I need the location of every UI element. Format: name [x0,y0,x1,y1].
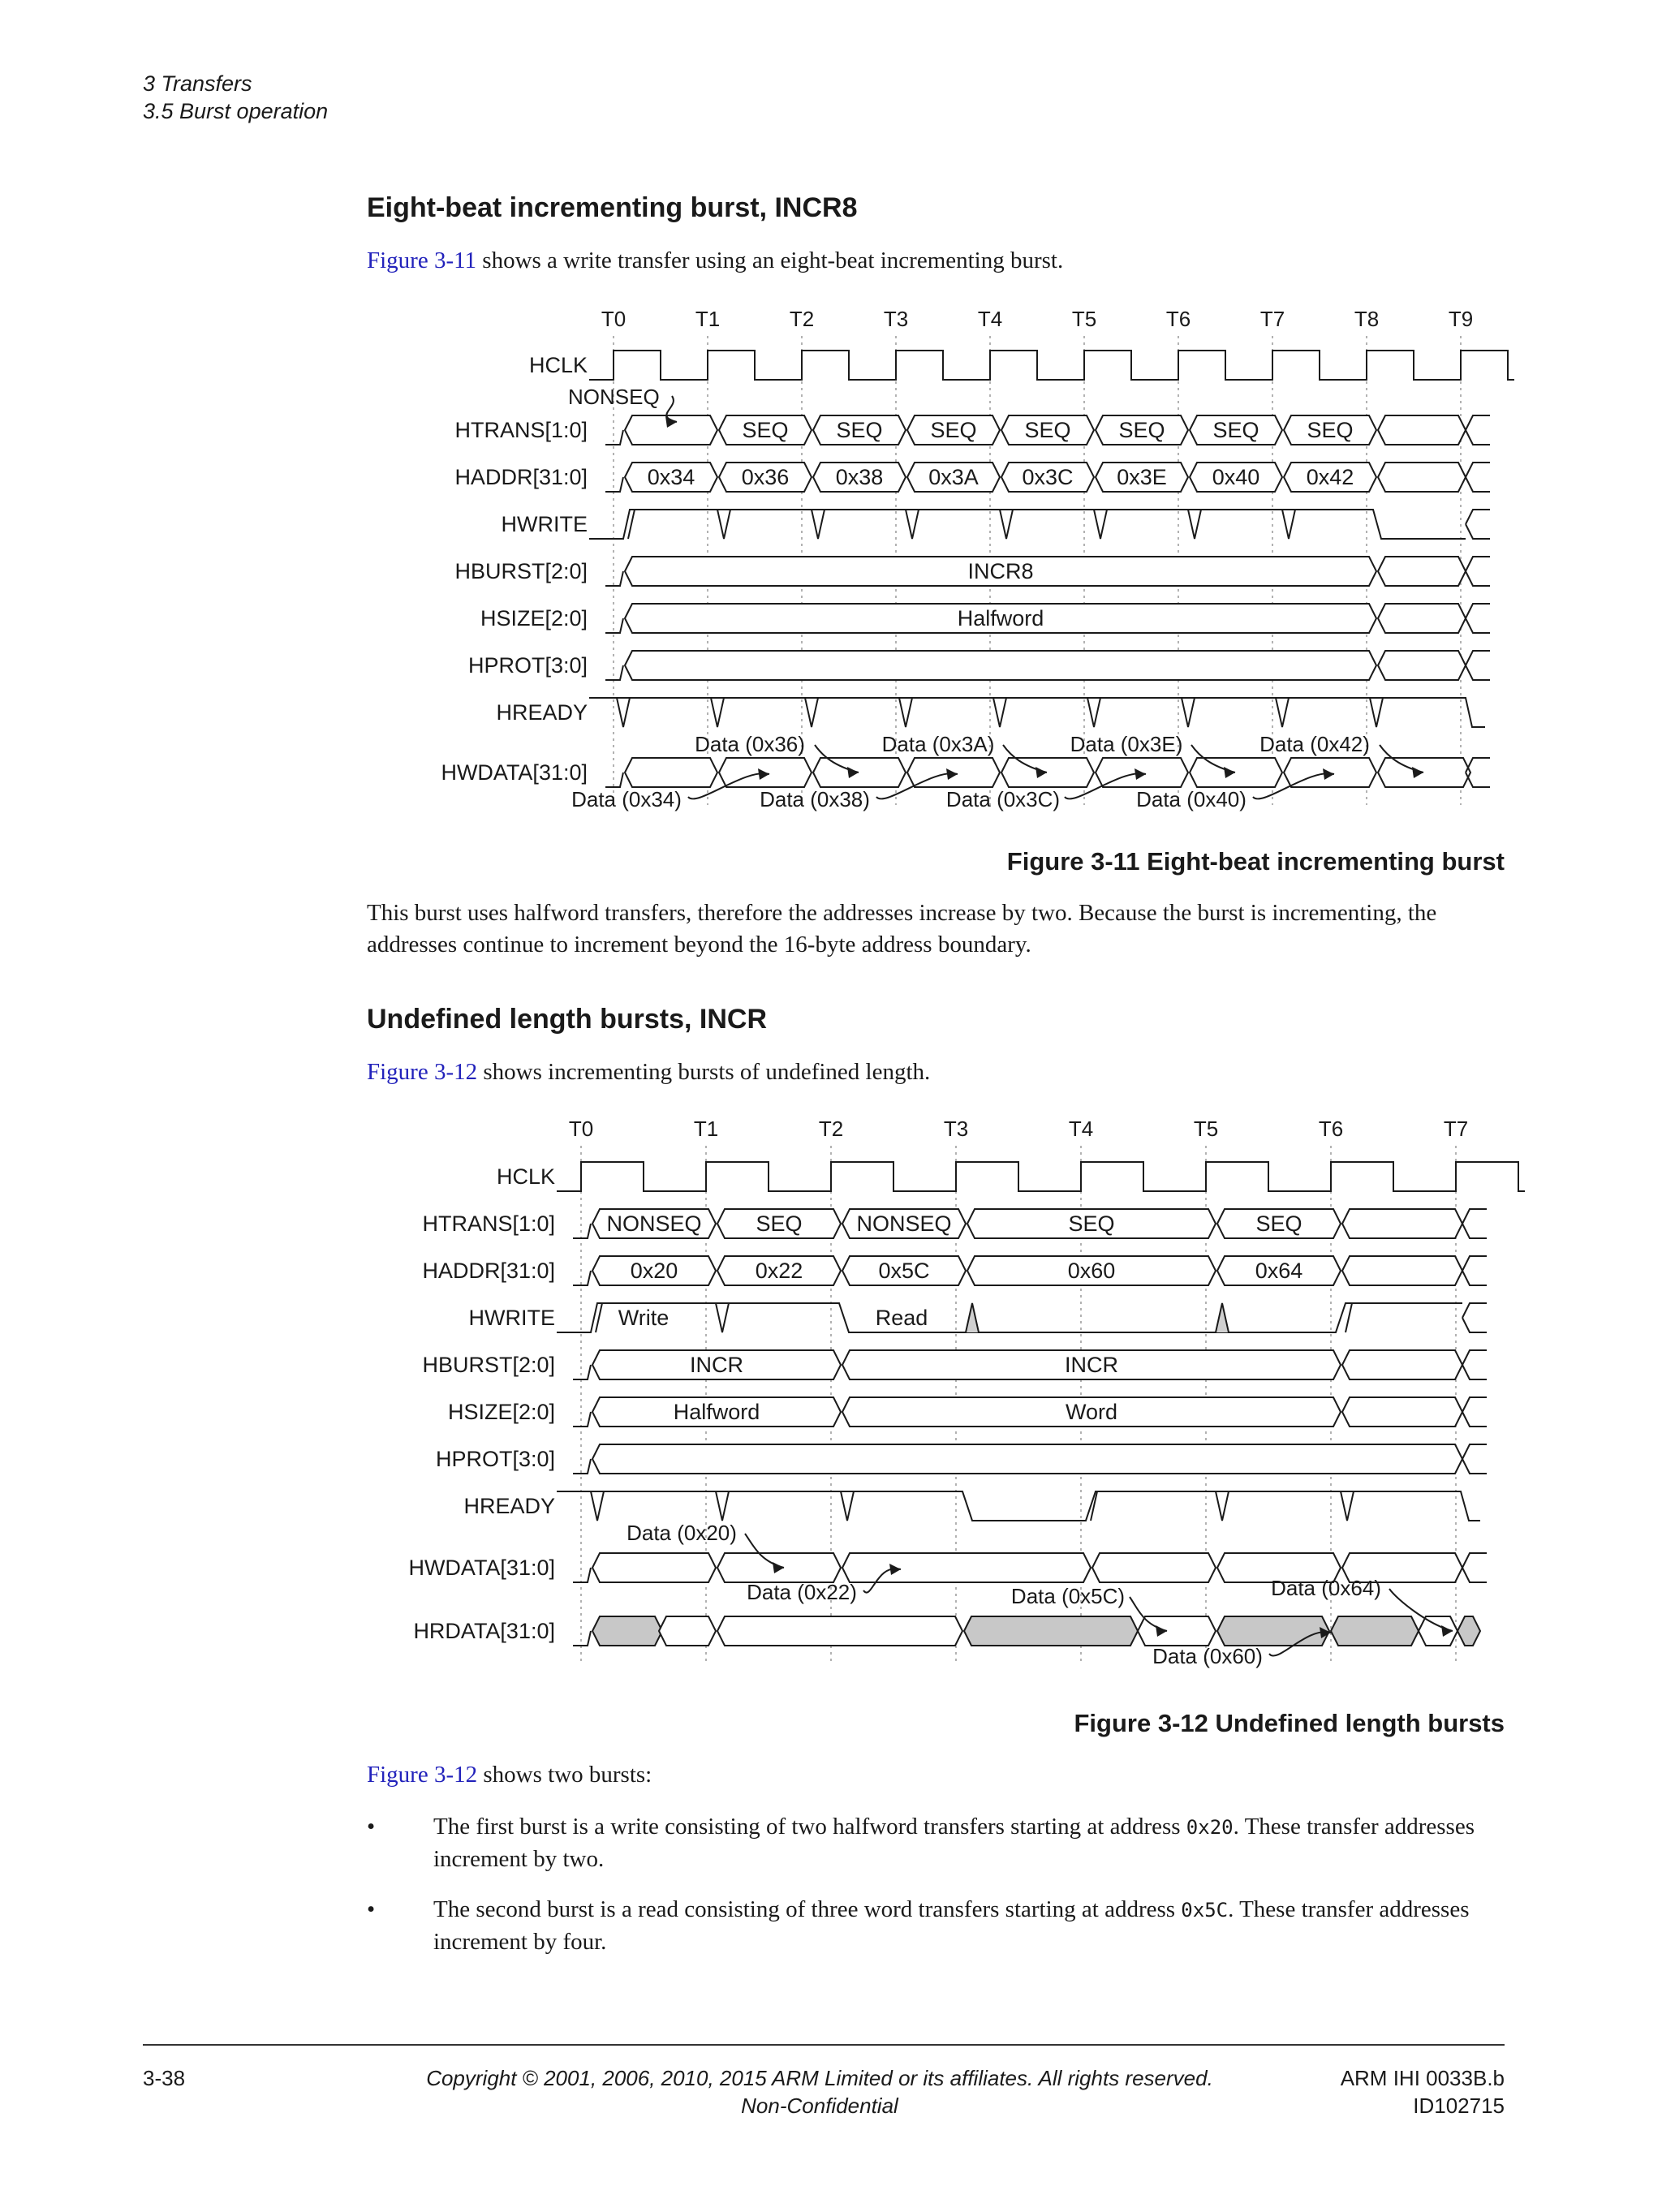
figure-3-11-timing-diagram [0,300,1662,836]
clock-label-t6: T6 [1318,1117,1344,1141]
signal-name-hprot30: HPROT[3:0] [467,653,588,678]
htrans-idle [1378,415,1466,445]
hwrite-sample-7 [1282,510,1295,539]
hwrite-waveform [557,1303,1462,1332]
htrans-seq-3-label: SEQ [930,418,977,442]
signal-name-hwdata310: HWDATA[31:0] [408,1556,555,1580]
hprot-idle [1378,651,1466,680]
hsize-trail [1462,1397,1487,1427]
signal-name-hclk: HCLK [496,1164,555,1189]
haddr-0x38-label: 0x38 [835,465,884,489]
hburst-idle [1378,557,1466,586]
signal-name-hwrite: HWRITE [501,512,588,536]
signal-name-hwrite: HWRITE [468,1306,555,1330]
hrdata-label-1: Data (0x60) [1152,1644,1263,1668]
haddr-0x5c-label: 0x5C [878,1259,930,1283]
hready-sample-1 [716,1491,729,1521]
figure-3-12-caption: Figure 3-12 Undefined length bursts [1074,1709,1505,1737]
haddr-0x34-label: 0x34 [647,465,695,489]
hwrite-trail [1466,510,1490,539]
hwrite-trail [1462,1303,1487,1332]
htrans-idle [1342,1209,1462,1238]
hwdata-slot-0 [592,1553,716,1582]
hwrite-sample-1 [716,1303,729,1332]
clock-label-t7: T7 [1443,1117,1469,1141]
haddr-0x3e-label: 0x3E [1117,465,1167,489]
figure-3-12-link-2[interactable]: Figure 3-12 [367,1762,478,1788]
clock-label-t5: T5 [1071,307,1097,331]
signal-name-haddr310: HADDR[31:0] [422,1259,555,1283]
htrans-lead [605,430,623,445]
hburst-trail [1462,1350,1487,1379]
hwdata-bottom-label-1: Data (0x38) [760,787,870,811]
incr8-heading: Eight-beat incrementing burst, INCR8 [367,192,858,223]
haddr-0x3c-label: 0x3C [1022,465,1074,489]
hwdata-slot-2 [813,758,906,787]
hsize-idle [1342,1397,1462,1427]
hburst-trail [1466,557,1490,586]
hwrite-sample-4 [1000,510,1013,539]
signal-name-htrans10: HTRANS[1:0] [422,1211,555,1236]
confidentiality-label: Non-Confidential [741,2094,898,2118]
haddr-idle [1378,463,1466,492]
htrans-seq-1-label: SEQ [742,418,789,442]
hburst-idle [1342,1350,1462,1379]
figure-3-11-caption: Figure 3-11 Eight-beat incrementing burst [1006,847,1505,876]
hrdata-slot-4 [1138,1616,1216,1646]
incr8-explanation: This burst uses halfword transfers, therefore the addresses increase by two. Because the burst is incrementing, the addresses continue to increment beyond the 16-byte address boundary. [367,900,1437,958]
hwdata-bottom-label-3: Data (0x40) [1136,787,1246,811]
htrans-nonseq-0-label: NONSEQ [606,1211,702,1236]
hready-sample-8 [1370,698,1383,727]
hsize-lead [573,1412,591,1427]
signal-name-haddr310: HADDR[31:0] [454,465,588,489]
hwrite-sample-5 [1094,510,1107,539]
htrans-seq-4-label: SEQ [1024,418,1071,442]
hburst-value-label: INCR8 [967,559,1034,583]
haddr-0x40-label: 0x40 [1212,465,1260,489]
clock-label-t1: T1 [695,307,721,331]
hburst-value-1-label: INCR [690,1353,743,1377]
clock-label-t4: T4 [1068,1117,1094,1141]
htrans-seq-1-label: SEQ [756,1211,803,1236]
hrdata-label-2: Data (0x64) [1271,1576,1381,1600]
clock-label-t0: T0 [601,307,626,331]
hready-sample-5 [1087,698,1100,727]
hready-sample-1 [711,698,724,727]
clock-label-t5: T5 [1193,1117,1219,1141]
haddr-0x22-label: 0x22 [755,1259,803,1283]
hsize-value-1-label: Halfword [673,1400,760,1424]
hwrite-read-label: Read [875,1306,928,1330]
hwrite-edge-2 [1346,1303,1352,1332]
hrdata-slot-5 [1217,1616,1329,1646]
haddr-0x42-label: 0x42 [1306,465,1354,489]
hready-sample-6 [1182,698,1195,727]
bursts-summary [367,1759,652,1791]
bullet-1-code: 0x20 [1186,1816,1234,1839]
htrans-lead [573,1224,591,1238]
footer-divider [143,2044,1505,2046]
hrdata-slot-0 [592,1616,662,1646]
clock-label-t4: T4 [977,307,1003,331]
signal-name-htrans10: HTRANS[1:0] [454,418,588,442]
clock-label-t0: T0 [568,1117,594,1141]
hprot-value [625,651,1376,680]
hrdata-slot-6 [1331,1616,1419,1646]
hwdata-bottom-label-2: Data (0x3C) [945,787,1061,811]
hprot-lead [605,665,623,680]
hwrite-sample-6 [1188,510,1201,539]
bullet-2-text: The second burst is a read consisting of three word transfers starting at address [433,1896,1182,1922]
hwrite-sample-3 [906,510,919,539]
hburst-lead [605,571,623,586]
clock-label-t8: T8 [1354,307,1380,331]
hwdata-top-label-2: Data (0x3E) [1070,732,1183,756]
page-number: 3-38 [143,2066,186,2090]
signal-name-hburst20: HBURST[2:0] [422,1353,555,1377]
bullet-item-1 [433,1811,1505,1875]
signal-name-hrdata310: HRDATA[31:0] [413,1619,555,1643]
clock-label-t3: T3 [943,1117,969,1141]
hwrite-sample-1 [717,510,730,539]
htrans-seq-6-label: SEQ [1212,418,1259,442]
incr-waveforms [408,1117,1525,1668]
signal-name-hclk: HCLK [528,353,588,377]
hprot-trail [1462,1444,1487,1474]
hready-sample-2 [841,1491,854,1521]
hprot-value [592,1444,1462,1474]
hwrite-write-label: Write [618,1306,670,1330]
clock-label-t2: T2 [789,307,815,331]
bullet-item-2 [433,1894,1505,1958]
hwdata-lead [573,1568,591,1582]
hready-sample-3 [899,698,912,727]
haddr-lead [605,477,623,492]
hrdata-slot-8 [1457,1616,1480,1646]
incr8-intro [367,245,1063,277]
hprot-trail [1466,651,1490,680]
clock-label-t3: T3 [883,307,909,331]
bursts-summary-text: shows two bursts: [477,1762,652,1788]
incr-heading: Undefined length bursts, INCR [367,1004,767,1035]
clock-label-t6: T6 [1165,307,1191,331]
clock-label-t7: T7 [1259,307,1285,331]
hrdata-label-0: Data (0x5C) [1010,1584,1126,1608]
figure-3-11-link[interactable]: Figure 3-11 [367,247,477,273]
hburst-value-2-label: INCR [1065,1353,1118,1377]
figure-3-12-timing-diagram [0,1108,1662,1693]
bullet-marker-2: • [367,1896,376,1922]
hready-sample-4 [993,698,1006,727]
htrans-seq-3-label: SEQ [1068,1211,1115,1236]
hclk-waveform [589,351,1514,380]
hwdata-trail [1462,1553,1487,1582]
hready-sample-0 [617,698,630,727]
htrans-seq-7-label: SEQ [1307,418,1354,442]
hsize-trail [1466,604,1490,633]
signal-name-hsize20: HSIZE[2:0] [447,1400,555,1424]
hwrite-high-5 [1216,1303,1229,1332]
hwdata-slot-4 [1001,758,1094,787]
hwdata-slot-6 [1190,758,1282,787]
hwdata-lead [605,772,623,787]
haddr-0x60-label: 0x60 [1067,1259,1116,1283]
hwdata-top-label-1: Data (0x3A) [881,732,995,756]
hsize-value-2-label: Word [1065,1400,1118,1424]
hrdata-lead [573,1631,591,1646]
incr8-waveforms [441,307,1514,811]
hrdata-slot-2 [717,1616,962,1646]
hwrite-high-3 [966,1303,979,1332]
hwdata-slot-8 [1378,758,1470,787]
haddr-0x64-label: 0x64 [1255,1259,1303,1283]
hready-sample-0 [591,1491,604,1521]
haddr-0x36-label: 0x36 [741,465,790,489]
signal-name-hready: HREADY [463,1494,555,1518]
hwdata-top-label-3: Data (0x42) [1259,732,1370,756]
haddr-lead [573,1271,591,1285]
hwrite-sample-2 [812,510,825,539]
hrdata-slot-1 [659,1616,716,1646]
document-id: ARM IHI 0033B.b [1340,2066,1505,2090]
bullet-marker-1: • [367,1814,376,1840]
htrans-trail [1466,415,1490,445]
hsize-value-label: Halfword [957,606,1044,630]
hready-sample-6 [1341,1491,1354,1521]
signal-name-hprot30: HPROT[3:0] [435,1447,555,1471]
haddr-0x20-label: 0x20 [630,1259,678,1283]
bullet-2-code: 0x5C [1181,1899,1229,1922]
haddr-idle [1342,1256,1462,1285]
hclk-waveform [557,1162,1525,1191]
hwdata-bottom-label-0: Data (0x34) [571,787,682,811]
hready-sample-7 [1276,698,1289,727]
bullet-2-text-end: . These transfer addresses increment by four. [433,1896,1470,1955]
document-revision: ID102715 [1413,2094,1505,2118]
clock-label-t2: T2 [818,1117,844,1141]
htrans-nonseq-label: NONSEQ [568,385,660,409]
hwdata-top-label-0: Data (0x36) [695,732,805,756]
signal-name-hwdata310: HWDATA[31:0] [441,760,588,785]
hrdata-slot-3 [964,1616,1138,1646]
hwdata-slot-0 [625,758,717,787]
htrans-seq-4-label: SEQ [1255,1211,1302,1236]
hready-sample-5 [1216,1491,1229,1521]
clock-label-t1: T1 [693,1117,719,1141]
incr8-intro-text: shows a write transfer using an eight-beat incrementing burst. [476,247,1064,273]
clock-label-t9: T9 [1448,307,1474,331]
htrans-trail [1462,1209,1487,1238]
signal-name-hready: HREADY [496,700,588,725]
incr-intro [367,1057,930,1088]
copyright-notice: Copyright © 2001, 2006, 2010, 2015 ARM Limited or its affiliates. All rights reserved. [426,2066,1213,2090]
signal-name-hburst20: HBURST[2:0] [454,559,588,583]
hprot-lead [573,1459,591,1474]
hwdata-slot-3 [1092,1553,1216,1582]
hsize-lead [605,618,623,633]
hwdata-label-1: Data (0x22) [747,1580,857,1604]
breadcrumb-section: 3.5 Burst operation [143,99,329,123]
bullet-1-text-end: . These transfer addresses increment by two. [433,1814,1475,1872]
signal-name-hsize20: HSIZE[2:0] [480,606,588,630]
hready-sample-2 [805,698,818,727]
figure-3-12-link[interactable]: Figure 3-12 [367,1059,478,1085]
htrans-seq-2-label: SEQ [836,418,883,442]
hburst-lead [573,1365,591,1379]
hsize-idle [1378,604,1466,633]
htrans-nonseq-2-label: NONSEQ [856,1211,952,1236]
incr-intro-text: shows incrementing bursts of undefined length. [477,1059,931,1085]
hwdata-label-0: Data (0x20) [626,1521,737,1545]
bullet-1-text: The first burst is a write consisting of two halfword transfers starting at address [433,1814,1186,1840]
htrans-seq-5-label: SEQ [1118,418,1165,442]
haddr-0x3a-label: 0x3A [928,465,979,489]
haddr-trail [1466,463,1490,492]
haddr-trail [1462,1256,1487,1285]
breadcrumb-chapter: 3 Transfers [143,71,252,96]
